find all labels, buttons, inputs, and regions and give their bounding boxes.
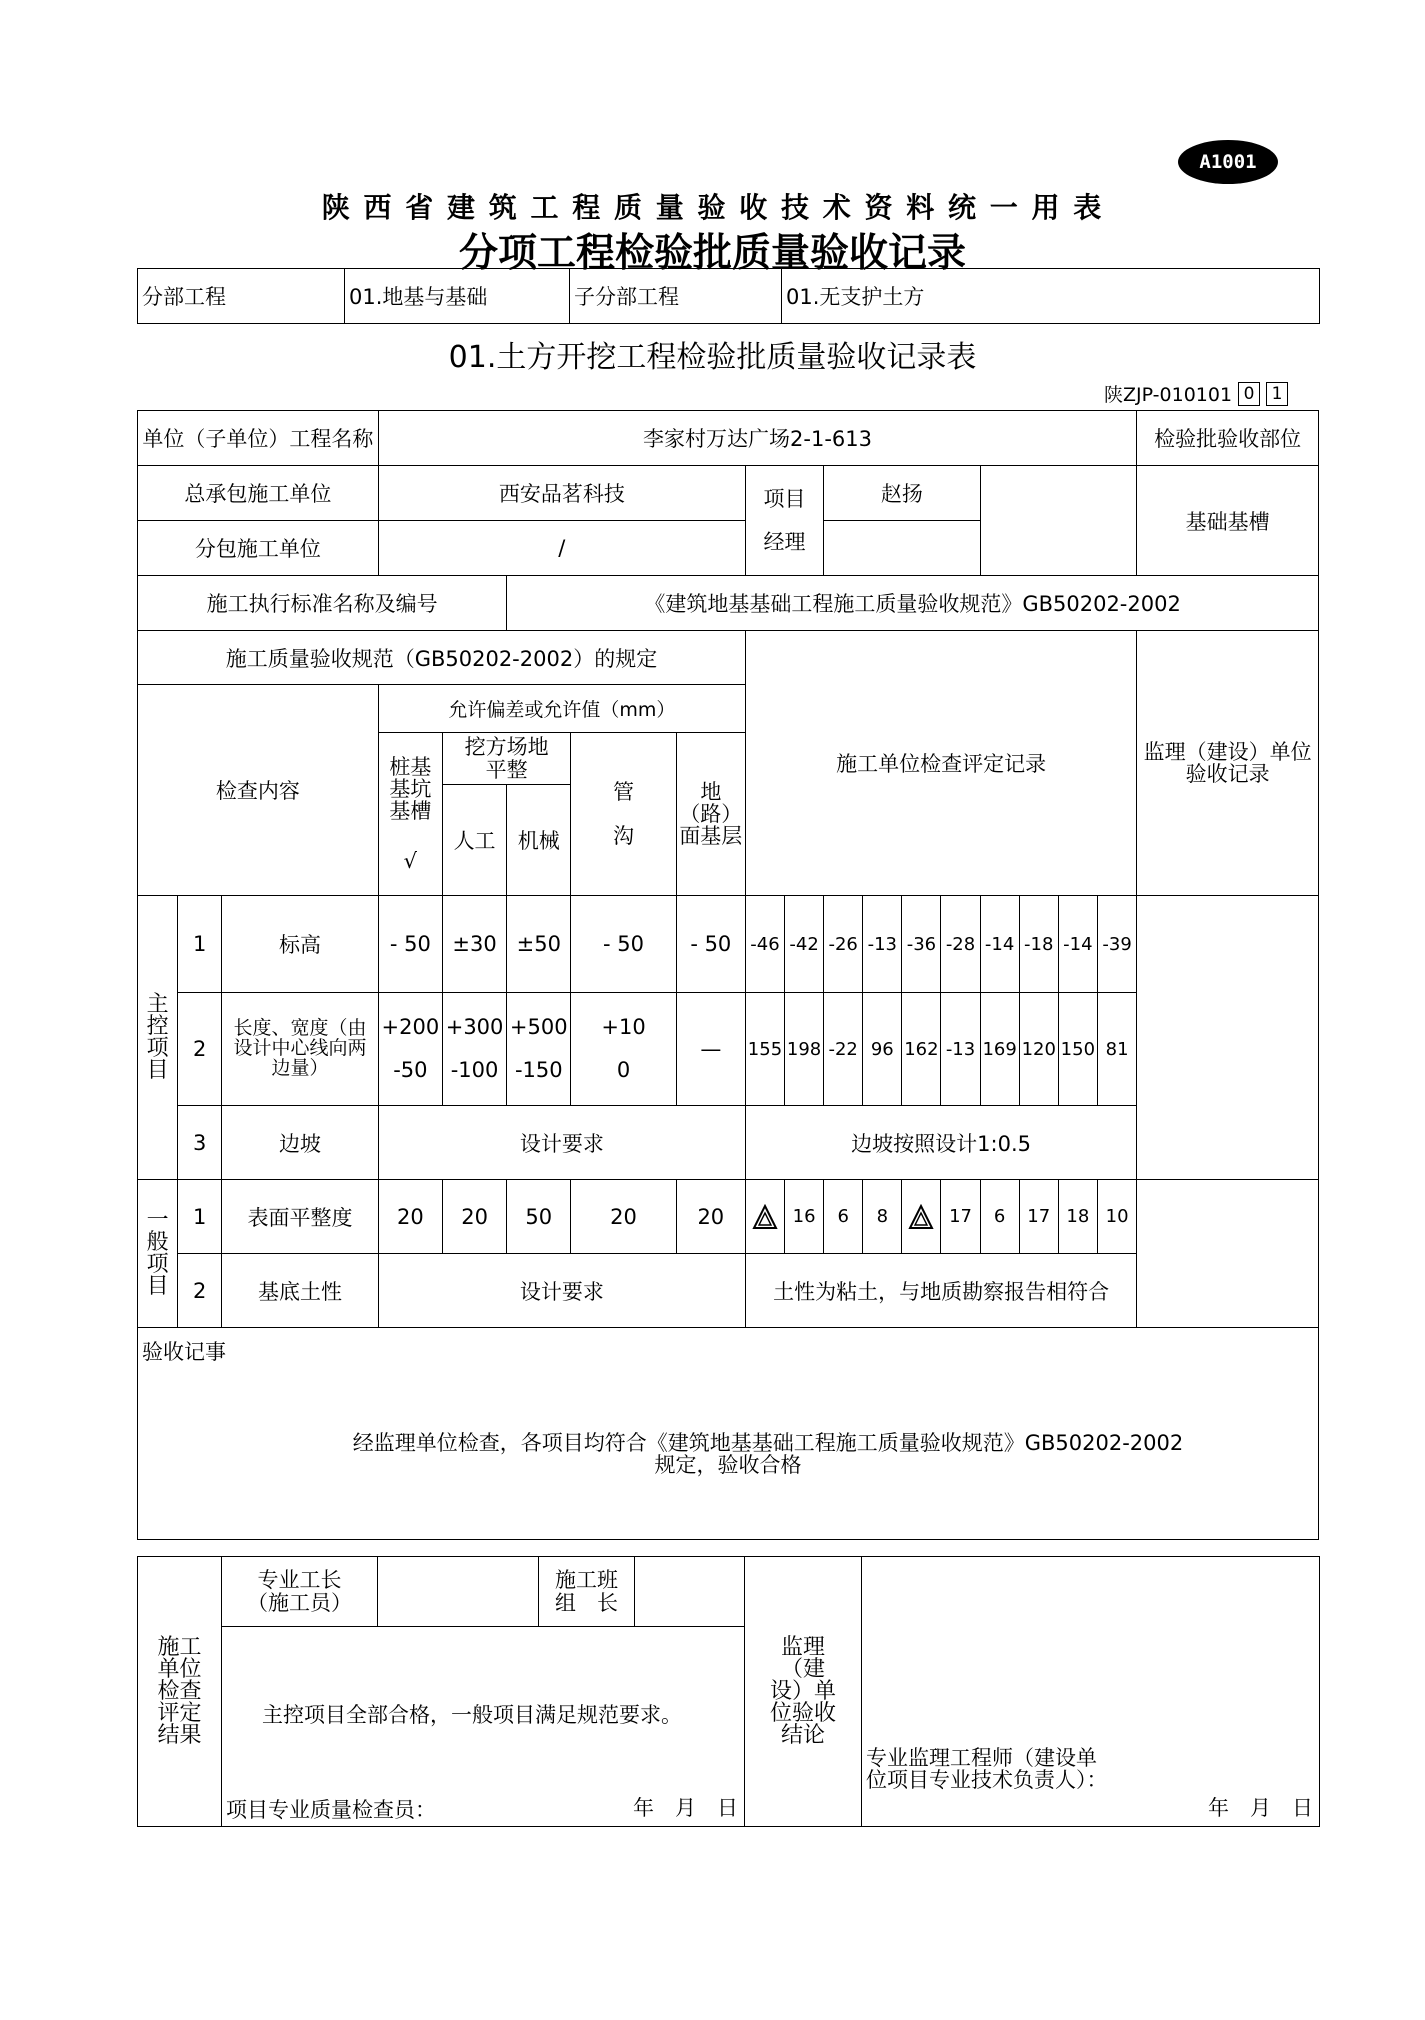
reading-cell: 6 xyxy=(824,1180,863,1254)
col-trench-header: 管沟 xyxy=(571,733,676,896)
main-item-3-no: 3 xyxy=(178,1106,222,1180)
main-item-3-record: 边坡按照设计1:0.5 xyxy=(745,1106,1136,1180)
main-item-1-name: 标高 xyxy=(222,896,379,993)
reading-cell: -13 xyxy=(863,896,902,993)
reading-cell: -42 xyxy=(785,896,824,993)
reading-cell: 198 xyxy=(785,993,824,1106)
subcontractor-label: 分包施工单位 xyxy=(138,521,379,576)
main-item-3-name: 边坡 xyxy=(222,1106,379,1180)
signature-table xyxy=(137,1556,1320,1827)
main-item-2-tol-pile: +200 -50 xyxy=(378,993,442,1106)
col-excavation-header: 挖方场地平整 xyxy=(442,733,570,785)
acceptance-notes-line2: 规定，验收合格 xyxy=(654,1453,802,1478)
general-item-1-tol-pile: 20 xyxy=(378,1180,442,1254)
main-item-2-tol-machine: +500 -150 xyxy=(507,993,571,1106)
reading-cell: -22 xyxy=(824,993,863,1106)
triangle-mark-icon xyxy=(752,1204,778,1230)
form-code xyxy=(1104,380,1288,407)
acceptance-notes-label: 验收记事 xyxy=(142,1340,226,1364)
reading-cell: 16 xyxy=(785,1180,824,1254)
reading-cell: -14 xyxy=(1058,896,1097,993)
reading-cell: 8 xyxy=(863,1180,902,1254)
standard-value: 《建筑地基基础工程施工质量验收规范》GB50202-2002 xyxy=(507,576,1319,631)
inspection-part-value: 基础基槽 xyxy=(1137,466,1319,576)
form-code-box-1: 0 xyxy=(1238,382,1260,406)
tolerance-header: 允许偏差或允许值（mm） xyxy=(378,685,745,733)
reading-cell: -18 xyxy=(1019,896,1058,993)
main-item-1-tol-pile: - 50 xyxy=(378,896,442,993)
contractor-date: 年 月 日 xyxy=(633,1796,738,1820)
subdept-value: 01.无支护土方 xyxy=(782,269,1320,324)
col-machine-header: 机械 xyxy=(507,785,571,896)
supervision-conclusion-label: 监理（建设）单位验收结论 xyxy=(745,1557,862,1827)
general-item-2-requirement: 设计要求 xyxy=(378,1254,745,1328)
subdept-label: 子分部工程 xyxy=(570,269,782,324)
reading-cell: 81 xyxy=(1097,993,1136,1106)
reading-cell: 120 xyxy=(1019,993,1058,1106)
reading-cell: 150 xyxy=(1058,993,1097,1106)
reading-cell: -13 xyxy=(941,993,980,1106)
supervision-general-record xyxy=(1137,1180,1319,1328)
standard-label: 施工执行标准名称及编号 xyxy=(138,576,507,631)
general-item-1-name: 表面平整度 xyxy=(222,1180,379,1254)
form-code-box-2: 1 xyxy=(1266,382,1288,406)
foreman-value xyxy=(378,1557,539,1627)
reading-cell-triangle xyxy=(745,1180,784,1254)
team-leader-label: 施工班 组 长 xyxy=(539,1557,635,1627)
reading-cell: -14 xyxy=(980,896,1019,993)
general-group-label: 一般项目 xyxy=(138,1180,178,1328)
main-item-1-tol-machine: ±50 xyxy=(507,896,571,993)
col-manual-header: 人工 xyxy=(442,785,506,896)
manager-blank xyxy=(980,466,1137,576)
main-item-1-tol-ground: - 50 xyxy=(676,896,745,993)
main-item-1-tol-trench: - 50 xyxy=(571,896,676,993)
acceptance-notes xyxy=(138,1328,1319,1540)
supervision-conclusion xyxy=(862,1557,1320,1827)
reading-cell: 162 xyxy=(902,993,941,1106)
project-manager-value: 赵扬 xyxy=(824,466,980,521)
reading-cell-triangle xyxy=(902,1180,941,1254)
col-ground-header: 地（路） 面基层 xyxy=(676,733,745,896)
province-title: 陕 西 省 建 筑 工 程 质 量 验 收 技 术 资 料 统 一 用 表 xyxy=(321,191,1104,224)
check-content-header: 检查内容 xyxy=(138,685,379,896)
general-item-1-tol-machine: 50 xyxy=(507,1180,571,1254)
team-leader-value xyxy=(635,1557,745,1627)
form-code-prefix: 陕ZJP-010101 xyxy=(1104,384,1233,406)
form-title: 分项工程检验批质量验收记录 xyxy=(458,231,966,276)
subcontractor-value: / xyxy=(378,521,745,576)
contractor-result-label: 施工单位检查评定结果 xyxy=(138,1557,222,1827)
acceptance-notes-line1: 经监理单位检查，各项目均符合《建筑地基基础工程施工质量验收规范》GB50202-2002 xyxy=(352,1431,1184,1455)
supervision-main-record xyxy=(1137,896,1319,1180)
general-item-2-name: 基底土性 xyxy=(222,1254,379,1328)
reading-cell: -36 xyxy=(902,896,941,993)
col-pile-header: 桩基基坑基槽 √ xyxy=(378,733,442,896)
supervision-record-header: 监理（建设）单位验收记录 xyxy=(1137,631,1319,896)
general-item-2-record: 土性为粘土，与地质勘察报告相符合 xyxy=(745,1254,1136,1328)
general-item-1-tol-manual: 20 xyxy=(442,1180,506,1254)
general-item-1-tol-trench: 20 xyxy=(571,1180,676,1254)
main-item-2-tol-ground: — xyxy=(676,993,745,1106)
reading-cell: -46 xyxy=(745,896,784,993)
reading-cell: 169 xyxy=(980,993,1019,1106)
inspector-label: 项目专业质量检查员： xyxy=(226,1798,436,1822)
main-group-label: 主控项目 xyxy=(138,896,178,1180)
col-pile-check: √ xyxy=(403,849,418,874)
inspection-part-label: 检验批验收部位 xyxy=(1137,411,1319,466)
general-contractor-value: 西安品茗科技 xyxy=(378,466,745,521)
supervision-date: 年 月 日 xyxy=(1208,1796,1313,1820)
main-item-1-no: 1 xyxy=(178,896,222,993)
contractor-result xyxy=(222,1627,745,1827)
engineer-label-1: 专业监理工程师（建设单 xyxy=(866,1746,1097,1770)
record-subtitle: 01.土方开挖工程检验批质量验收记录表 xyxy=(448,340,977,375)
project-manager-label: 项目 经理 xyxy=(745,466,823,576)
reading-cell: -28 xyxy=(941,896,980,993)
spec-rule-label: 施工质量验收规范（GB50202-2002）的规定 xyxy=(138,631,746,685)
project-name-label: 单位（子单位）工程名称 xyxy=(138,411,379,466)
reading-cell: 6 xyxy=(980,1180,1019,1254)
main-item-2-tol-manual: +300 -100 xyxy=(442,993,506,1106)
dept-label: 分部工程 xyxy=(138,269,345,324)
reading-cell: 18 xyxy=(1058,1180,1097,1254)
general-item-1-tol-ground: 20 xyxy=(676,1180,745,1254)
contractor-result-text: 主控项目全部合格，一般项目满足规范要求。 xyxy=(262,1703,682,1727)
contractor-record-header: 施工单位检查评定记录 xyxy=(745,631,1136,896)
foreman-label: 专业工长 （施工员） xyxy=(222,1557,378,1627)
project-name-value: 李家村万达广场2-1-613 xyxy=(378,411,1136,466)
general-contractor-label: 总承包施工单位 xyxy=(138,466,379,521)
main-item-2-no: 2 xyxy=(178,993,222,1106)
general-item-1-no: 1 xyxy=(178,1180,222,1254)
main-item-1-tol-manual: ±30 xyxy=(442,896,506,993)
main-item-2-tol-trench: +10 0 xyxy=(571,993,676,1106)
main-item-2-name: 长度、宽度（由设计中心线向两边量） xyxy=(222,993,379,1106)
reading-cell: 96 xyxy=(863,993,902,1106)
reading-cell: 17 xyxy=(941,1180,980,1254)
reading-cell: 10 xyxy=(1097,1180,1136,1254)
dept-value: 01.地基与基础 xyxy=(345,269,570,324)
reading-cell: -39 xyxy=(1097,896,1136,993)
reading-cell: 17 xyxy=(1019,1180,1058,1254)
engineer-label-2: 位项目专业技术负责人）： xyxy=(866,1768,1108,1793)
general-item-2-no: 2 xyxy=(178,1254,222,1328)
inspection-table xyxy=(137,410,1319,1540)
main-item-3-requirement: 设计要求 xyxy=(378,1106,745,1180)
reading-cell: -26 xyxy=(824,896,863,993)
triangle-mark-icon xyxy=(908,1204,934,1230)
form-id-badge: A1001 xyxy=(1178,140,1278,184)
header-table xyxy=(137,268,1320,324)
reading-cell: 155 xyxy=(745,993,784,1106)
manager-value-blank xyxy=(824,521,980,576)
